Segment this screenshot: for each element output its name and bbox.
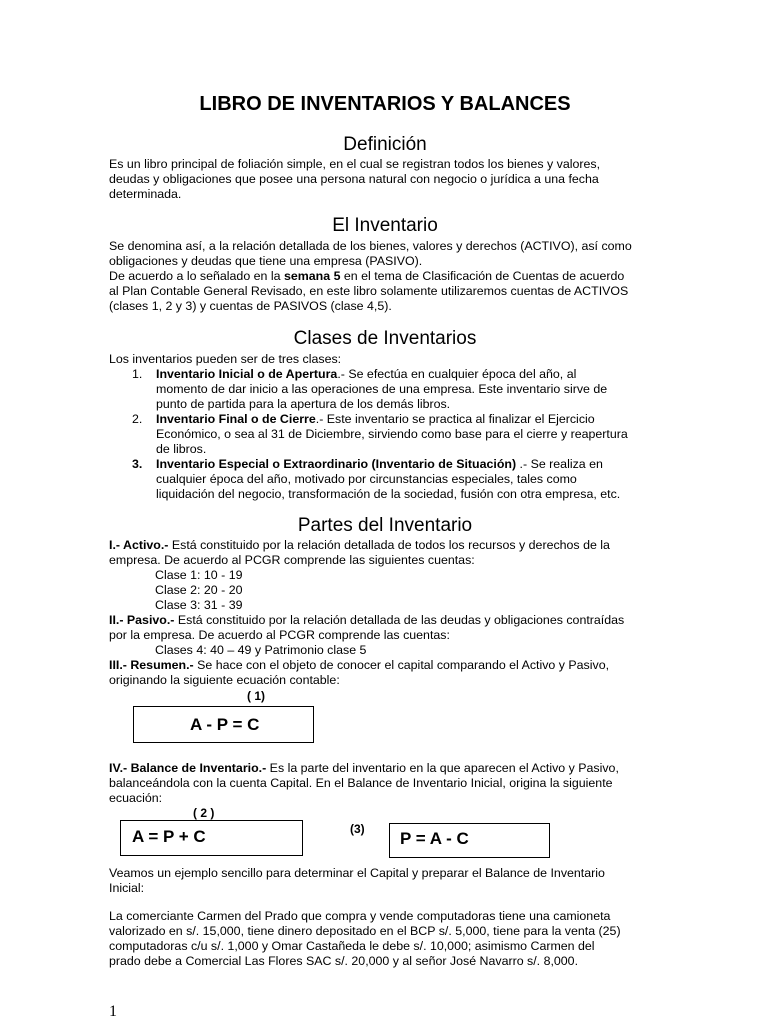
inventario-paragraph [109,239,661,314]
text-line: deudas y obligaciones que posee una persona natural con negocio o jurídica a una fecha [109,172,599,186]
text-line: Es un libro principal de foliación simple, en el cual se registran todos los bienes y valores, [109,157,601,171]
balance-paragraph [109,761,661,806]
equation-2-label: ( 2 ) [193,806,215,820]
document-title: LIBRO DE INVENTARIOS Y BALANCES [199,93,571,115]
text-line: La comerciante Carmen del Prado que compra y vende computadoras tiene una camioneta [109,909,611,923]
ejemplo-paragraph [109,909,661,969]
list-item: 3. Inventario Especial o Extraordinario (Inventario de Situación) .- Se realiza en cualquier época del año, motivado por circunstancias especiales, tales como liquidación del negocio, transformación de la sociedad, fusión con otra empresa, etc. [132,457,621,501]
ejemplo-intro [109,866,661,896]
text-line: empresa. De acuerdo al PCGR comprende las siguientes cuentas: [109,553,475,567]
text-line: al Plan Contable General Revisado, en este libro solamente utilizaremos cuentas de ACTIVOS [109,284,629,298]
text-line: De acuerdo a lo señalado en la semana 5 en el tema de Clasificación de Cuentas de acuerdo [109,269,625,283]
text-line: obligaciones y deudas que tiene una empresa (PASIVO). [109,254,423,268]
text-line: I.- Activo.- Está constituido por la relación detallada de todos los recursos y derechos de la [109,538,610,552]
heading-clases-de-inventarios: Clases de Inventarios [293,328,477,349]
heading-definicion: Definición [343,134,427,155]
heading-el-inventario: El Inventario [332,215,438,236]
equation-2-box: A = P + C [120,820,303,856]
equation-1-label: ( 1) [247,689,265,703]
text-line: ecuación: [109,791,163,805]
list-item: 2. Inventario Final o de Cierre.- Este inventario se practica al finalizar el Ejercicio Económico, o sea al 31 de Diciembre, sirviendo como base para el cierre y reapertura de libros. [132,412,628,456]
text-line: II.- Pasivo.- Está constituido por la relación detallada de las deudas y obligaciones contraídas [109,613,625,627]
text-line: Se denomina así, a la relación detallada de los bienes, valores y derechos (ACTIVO), así como [109,239,632,253]
text-line: Clase 3: 31 - 39 [155,598,243,612]
text-line: Clases 4: 40 – 49 y Patrimonio clase 5 [155,643,367,657]
text-line: Inicial: [109,881,145,895]
text-line: determinada. [109,187,182,201]
clases-list [109,367,661,502]
text-line: Veamos un ejemplo sencillo para determinar el Capital y preparar el Balance de Inventario [109,866,605,880]
clases-intro: Los inventarios pueden ser de tres clases: [109,352,342,366]
text-line: prado debe a Comercial Las Flores SAC s/. 20,000 y al señor José Navarro s/. 8,000. [109,954,579,968]
text-line: Clase 1: 10 - 19 [155,568,243,582]
text-line: IV.- Balance de Inventario.- Es la parte del inventario en la que aparecen el Activo y Pasivo, [109,761,619,775]
text-line: (clases 1, 2 y 3) y cuentas de PASIVOS (clase 4,5). [109,299,392,313]
partes-paragraph [109,538,661,688]
text-line: III.- Resumen.- Se hace con el objeto de conocer el capital comparando el Activo y Pasivo, [109,658,610,672]
page-number: 1 [109,1003,117,1020]
text-line: computadoras c/u s/. 1,000 y Omar Castañeda le debe s/. 10,000; asimismo Carmen del [109,939,595,953]
definicion-paragraph [109,157,661,202]
equation-3-label: (3) [350,822,365,836]
text-line: Clase 2: 20 - 20 [155,583,243,597]
equation-1-box: A - P = C [133,706,314,743]
text-line: por la empresa. De acuerdo al PCGR comprende las cuentas: [109,628,450,642]
text-line: originando la siguiente ecuación contable: [109,673,340,687]
equation-3-box: P = A - C [389,823,550,858]
list-item: 1. Inventario Inicial o de Apertura.- Se efectúa en cualquier época del año, al momento de dar inicio a las operaciones de una empresa. Este inventario sirve de punto de partida para la apertura de los demás libros. [132,367,608,411]
text-line: balanceándola con la cuenta Capital. En el Balance de Inventario Inicial, origina la siguiente [109,776,613,790]
text-line: valorizado en s/. 15,000, tiene dinero depositado en el BCP s/. 5,000, tiene para la venta (25) [109,924,621,938]
heading-partes-del-inventario: Partes del Inventario [297,515,473,536]
